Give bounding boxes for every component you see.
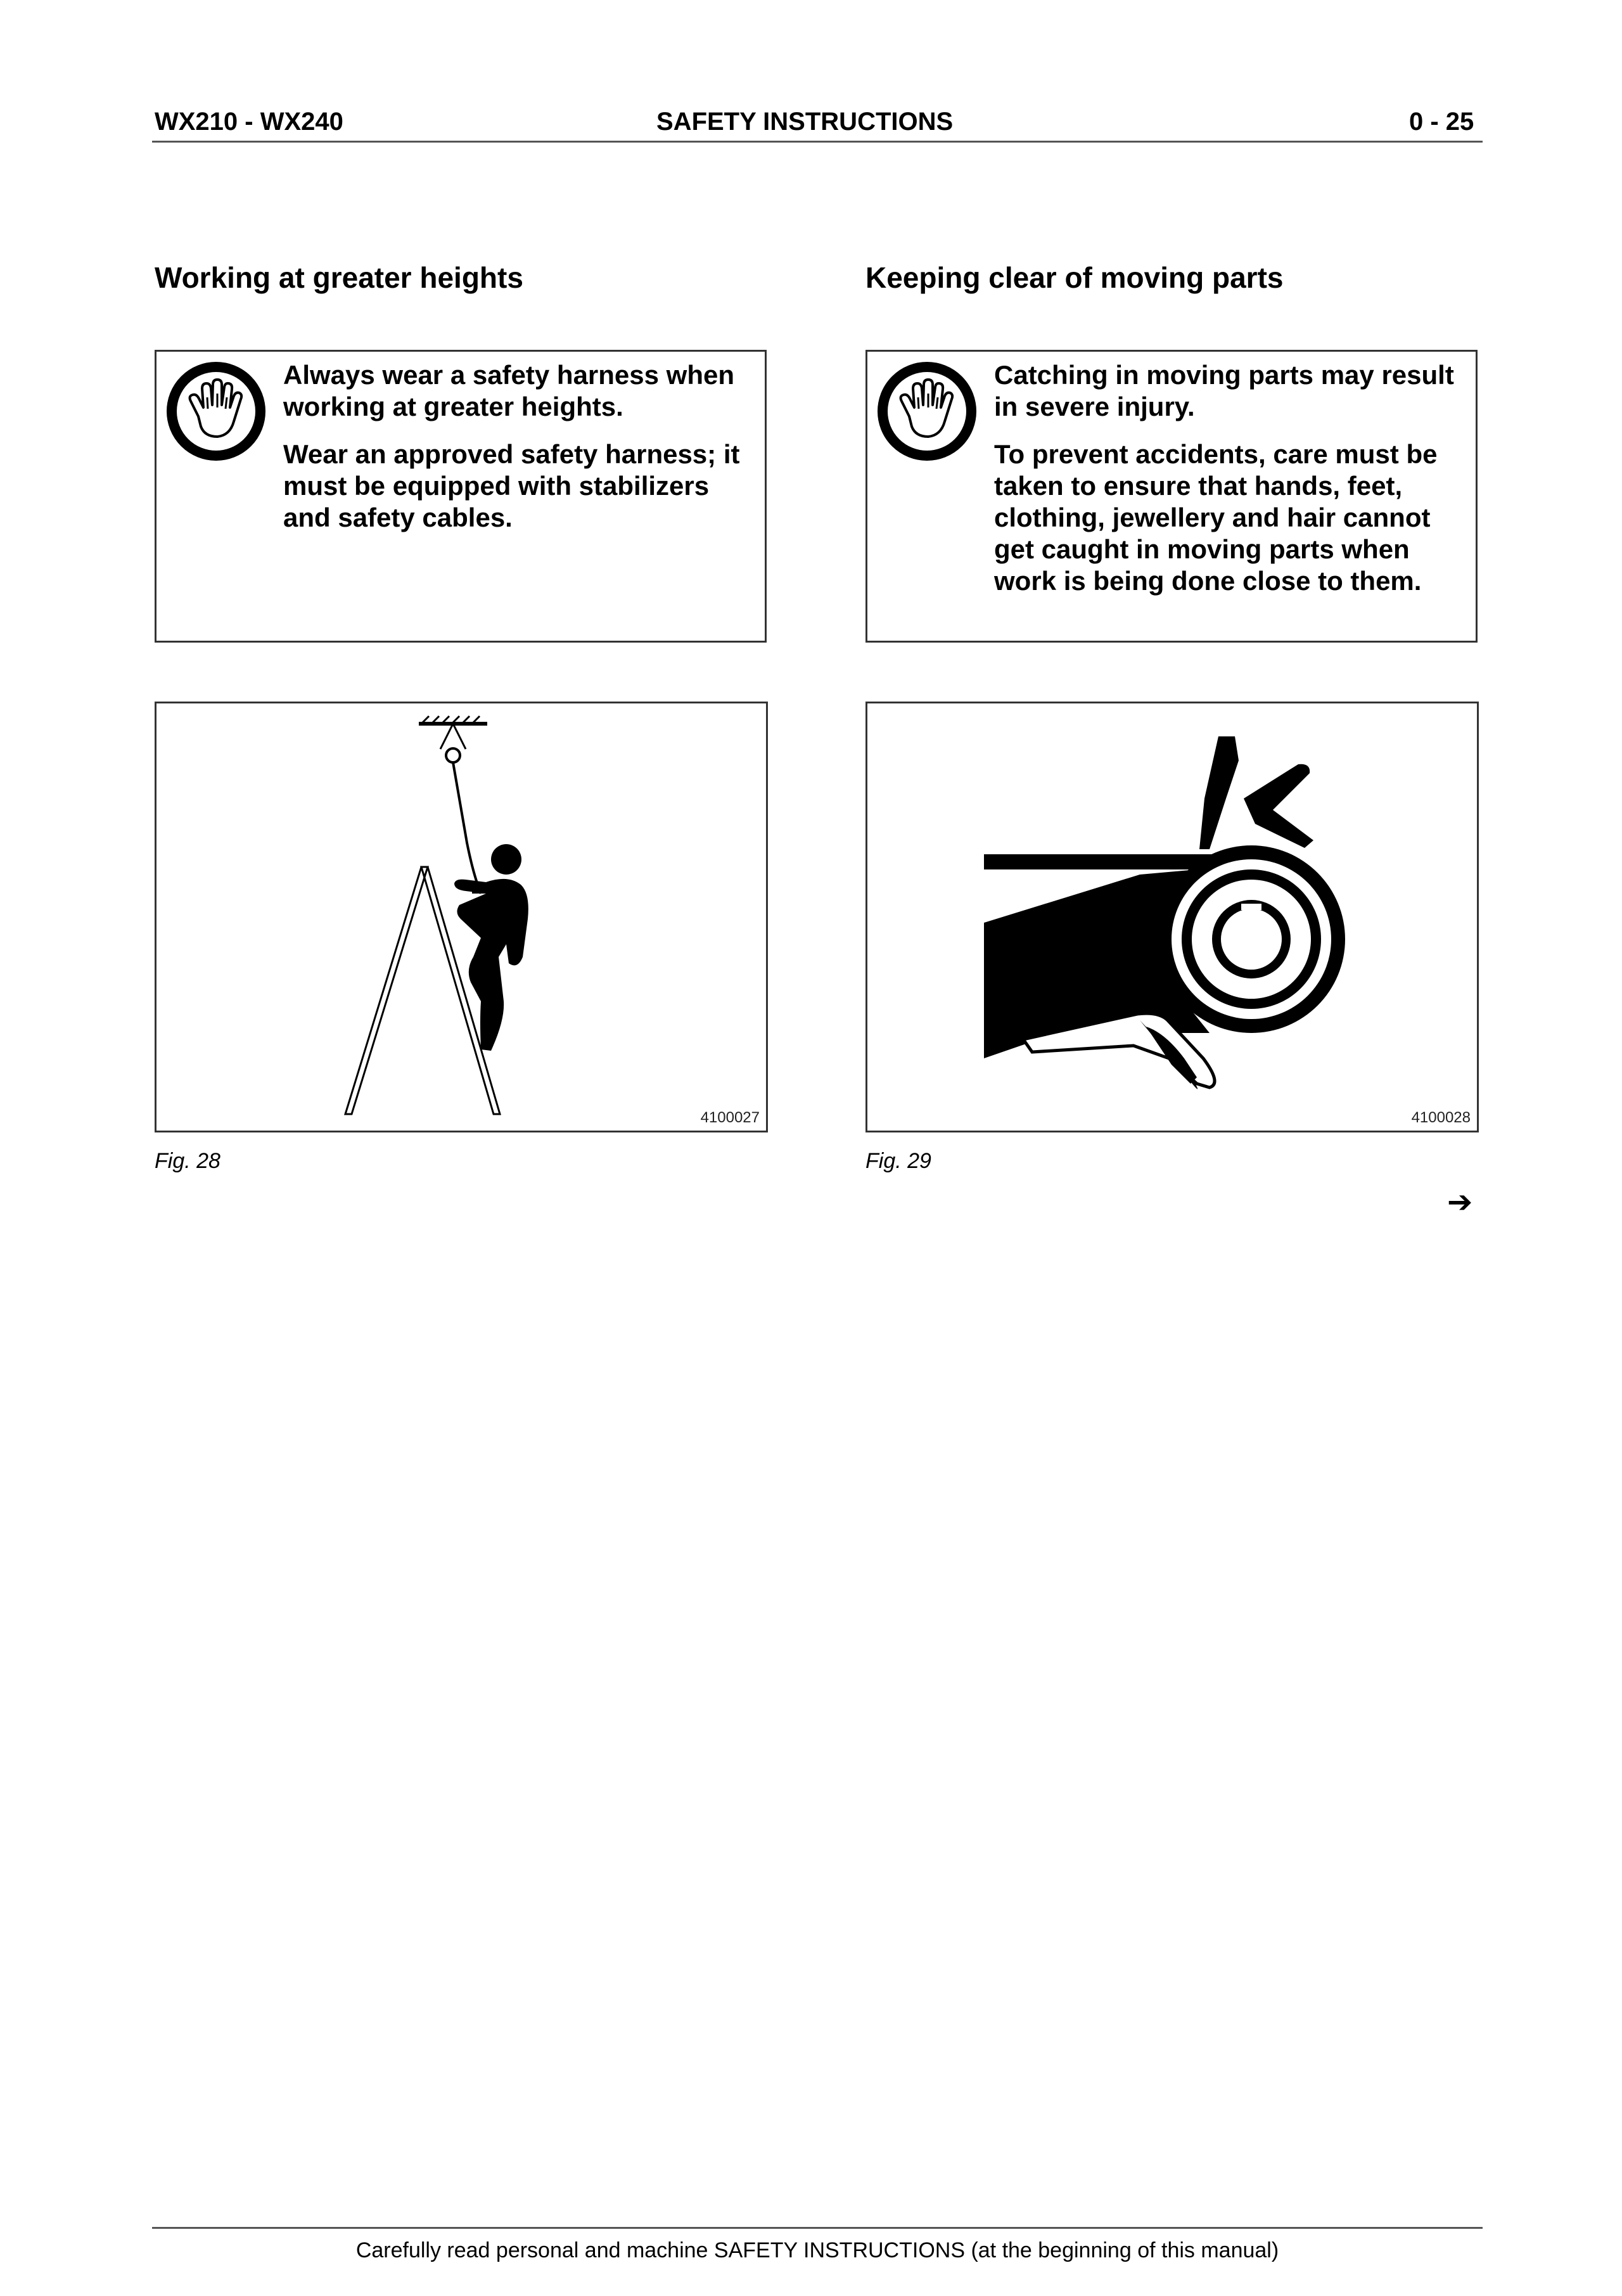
footer-note: Carefully read personal and machine SAFETY INSTRUCTIONS (at the beginning of this manual) (355, 2238, 1279, 2262)
footer-divider (152, 2227, 1483, 2229)
warning-text-heights (283, 359, 756, 549)
figure-29-frame (865, 702, 1479, 1132)
header-title: SAFETY INSTRUCTIONS (656, 108, 954, 136)
header-divider (152, 141, 1483, 143)
figure-code: 4100028 (1411, 1109, 1471, 1126)
figure-caption-29: Fig. 29 (865, 1149, 931, 1173)
warning-paragraph: Catching in moving parts may result in severe injury. (994, 360, 1454, 421)
figure-28-frame (155, 702, 768, 1132)
person-on-ladder-with-harness-icon (156, 703, 766, 1131)
warning-box-moving-parts (865, 350, 1478, 643)
stop-hand-icon (165, 361, 267, 462)
section-title-moving-parts: Keeping clear of moving parts (865, 261, 1284, 294)
warning-paragraph: Wear an approved safety harness; it must be equipped with stabilizers and safety cables. (283, 439, 740, 532)
warning-paragraph: Always wear a safety harness when working at greater heights. (283, 360, 735, 421)
section-title-heights: Working at greater heights (155, 261, 523, 294)
warning-box-heights (155, 350, 767, 643)
figure-code: 4100027 (700, 1109, 760, 1126)
figure-caption-28: Fig. 28 (155, 1149, 220, 1173)
header-page-number: 0 - 25 (1409, 108, 1474, 136)
continue-arrow-icon: ➔ (1447, 1186, 1473, 1219)
header-model: WX210 - WX240 (155, 108, 343, 136)
stop-hand-icon (876, 361, 978, 462)
hand-caught-in-belt-icon (867, 703, 1477, 1131)
warning-text-moving-parts (994, 359, 1467, 613)
warning-paragraph: To prevent accidents, care must be taken to ensure that hands, feet, clothing, jewellery and hair cannot get caught in moving parts when work is being done close to them. (994, 439, 1438, 596)
